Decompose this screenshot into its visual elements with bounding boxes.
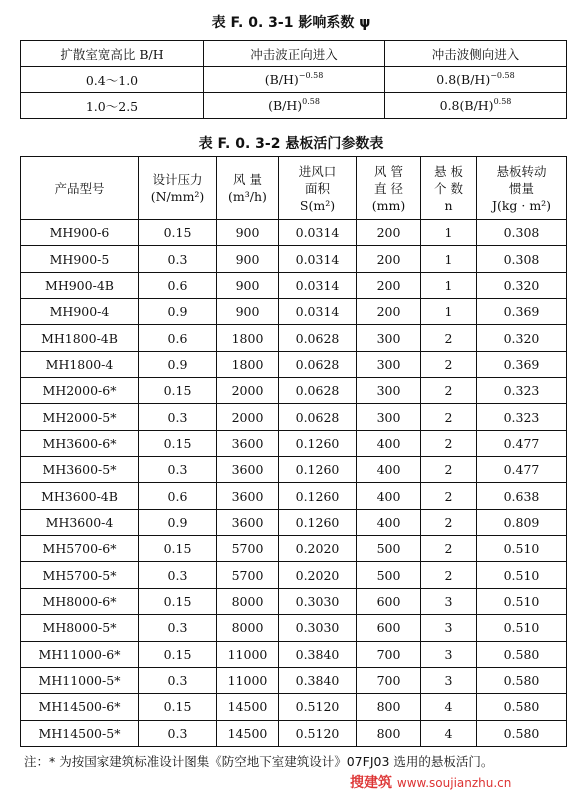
- table-row: [21, 220, 567, 246]
- duct-diameter-cell: 300: [357, 404, 421, 430]
- inertia-cell: 0.323: [477, 378, 567, 404]
- inertia-cell: 0.580: [477, 720, 567, 746]
- table-row: [21, 509, 567, 535]
- airflow-cell: 8000: [217, 588, 279, 614]
- airflow-cell: 900: [217, 246, 279, 272]
- inlet-area-cell: 0.3840: [279, 667, 357, 693]
- plate-count-cell: 2: [421, 351, 477, 377]
- table-row: [21, 404, 567, 430]
- plate-count-cell: 2: [421, 509, 477, 535]
- plate-count-cell: 2: [421, 325, 477, 351]
- table-row: [21, 667, 567, 693]
- model-cell: MH3600-4B: [21, 483, 139, 509]
- header-pressure: 设计压力 (N/mm²): [139, 157, 217, 220]
- plate-count-cell: 2: [421, 378, 477, 404]
- inertia-cell: 0.308: [477, 246, 567, 272]
- duct-diameter-cell: 600: [357, 588, 421, 614]
- duct-diameter-cell: 400: [357, 457, 421, 483]
- pressure-cell: 0.15: [139, 378, 217, 404]
- side-formula-cell: $0.8(B/H)^{-0.58}$: [385, 67, 567, 93]
- model-cell: MH8000-5*: [21, 615, 139, 641]
- airflow-cell: 3600: [217, 483, 279, 509]
- inlet-area-cell: 0.1260: [279, 430, 357, 456]
- pressure-cell: 0.15: [139, 588, 217, 614]
- inertia-cell: 0.580: [477, 641, 567, 667]
- duct-diameter-cell: 400: [357, 509, 421, 535]
- header-inlet-area: 进风口 面积 S(m²): [279, 157, 357, 220]
- duct-diameter-cell: 300: [357, 325, 421, 351]
- influence-coefficient-table: [20, 40, 567, 119]
- airflow-cell: 14500: [217, 694, 279, 720]
- airflow-cell: 3600: [217, 457, 279, 483]
- inlet-area-cell: 0.1260: [279, 509, 357, 535]
- inertia-cell: 0.369: [477, 299, 567, 325]
- pressure-cell: 0.3: [139, 615, 217, 641]
- duct-diameter-cell: 200: [357, 272, 421, 298]
- pressure-cell: 0.3: [139, 246, 217, 272]
- airflow-cell: 900: [217, 272, 279, 298]
- plate-count-cell: 1: [421, 220, 477, 246]
- inlet-area-cell: 0.0314: [279, 246, 357, 272]
- duct-diameter-cell: 300: [357, 378, 421, 404]
- pressure-cell: 0.3: [139, 457, 217, 483]
- table-row: [21, 246, 567, 272]
- pressure-cell: 0.3: [139, 720, 217, 746]
- duct-diameter-cell: 500: [357, 562, 421, 588]
- table1-row: [21, 67, 567, 93]
- duct-diameter-cell: 600: [357, 615, 421, 641]
- inlet-area-cell: 0.3030: [279, 588, 357, 614]
- airflow-cell: 900: [217, 220, 279, 246]
- table-row: [21, 562, 567, 588]
- inlet-area-cell: 0.3030: [279, 615, 357, 641]
- header-airflow: 风 量 (m³/h): [217, 157, 279, 220]
- model-cell: MH5700-6*: [21, 536, 139, 562]
- pressure-cell: 0.15: [139, 641, 217, 667]
- front-formula-cell: $(B/H)^{-0.58}$: [204, 67, 385, 93]
- table2-title: 表 F. 0. 3-2 悬板活门参数表: [198, 136, 384, 152]
- table-row: [21, 351, 567, 377]
- duct-diameter-cell: 800: [357, 720, 421, 746]
- header-front-entry: 冲击波正向进入: [204, 41, 385, 67]
- watermark: 搜建筑 www.soujianzhu.cn: [350, 775, 512, 791]
- table-row: [21, 588, 567, 614]
- inlet-area-cell: 0.0314: [279, 220, 357, 246]
- table-row: [21, 483, 567, 509]
- table-row: [21, 615, 567, 641]
- table-row: [21, 536, 567, 562]
- model-cell: MH14500-5*: [21, 720, 139, 746]
- plate-count-cell: 2: [421, 536, 477, 562]
- plate-count-cell: 2: [421, 430, 477, 456]
- model-cell: MH11000-5*: [21, 667, 139, 693]
- inertia-cell: 0.510: [477, 615, 567, 641]
- pressure-cell: 0.9: [139, 351, 217, 377]
- header-aspect-ratio: 扩散室宽高比 B/H: [21, 41, 204, 67]
- table-row: [21, 299, 567, 325]
- inertia-cell: 0.369: [477, 351, 567, 377]
- plate-count-cell: 2: [421, 562, 477, 588]
- airflow-cell: 3600: [217, 509, 279, 535]
- table2-header-row: [21, 157, 567, 220]
- plate-count-cell: 2: [421, 457, 477, 483]
- table-row: [21, 325, 567, 351]
- pressure-cell: 0.3: [139, 667, 217, 693]
- table-row: [21, 457, 567, 483]
- model-cell: MH1800-4: [21, 351, 139, 377]
- pressure-cell: 0.3: [139, 404, 217, 430]
- range-cell: 0.4～1.0: [21, 67, 204, 93]
- airflow-cell: 11000: [217, 641, 279, 667]
- model-cell: MH3600-4: [21, 509, 139, 535]
- plate-count-cell: 1: [421, 272, 477, 298]
- plate-count-cell: 2: [421, 404, 477, 430]
- inlet-area-cell: 0.5120: [279, 694, 357, 720]
- model-cell: MH900-5: [21, 246, 139, 272]
- plate-count-cell: 2: [421, 483, 477, 509]
- inertia-cell: 0.580: [477, 667, 567, 693]
- inertia-cell: 0.510: [477, 588, 567, 614]
- inlet-area-cell: 0.5120: [279, 720, 357, 746]
- table-note: 注：* 为按国家建筑标准设计图集《防空地下室建筑设计》07FJ03 选用的悬板活门。: [24, 754, 494, 769]
- duct-diameter-cell: 700: [357, 667, 421, 693]
- plate-count-cell: 1: [421, 246, 477, 272]
- inertia-cell: 0.323: [477, 404, 567, 430]
- airflow-cell: 11000: [217, 667, 279, 693]
- inertia-cell: 0.510: [477, 562, 567, 588]
- duct-diameter-cell: 400: [357, 483, 421, 509]
- inertia-cell: 0.580: [477, 694, 567, 720]
- table-row: [21, 720, 567, 746]
- pressure-cell: 0.6: [139, 272, 217, 298]
- header-model: 产品型号: [21, 157, 139, 220]
- table-row: [21, 272, 567, 298]
- model-cell: MH5700-5*: [21, 562, 139, 588]
- plate-count-cell: 3: [421, 588, 477, 614]
- header-inertia: 悬板转动 惯量 J(kg · m²): [477, 157, 567, 220]
- airflow-cell: 900: [217, 299, 279, 325]
- inlet-area-cell: 0.3840: [279, 641, 357, 667]
- inlet-area-cell: 0.0628: [279, 351, 357, 377]
- table-row: [21, 430, 567, 456]
- inlet-area-cell: 0.2020: [279, 562, 357, 588]
- table-row: [21, 694, 567, 720]
- pressure-cell: 0.6: [139, 325, 217, 351]
- pressure-cell: 0.15: [139, 694, 217, 720]
- model-cell: MH2000-5*: [21, 404, 139, 430]
- header-plate-count: 悬 板 个 数 n: [421, 157, 477, 220]
- duct-diameter-cell: 400: [357, 430, 421, 456]
- duct-diameter-cell: 500: [357, 536, 421, 562]
- airflow-cell: 1800: [217, 325, 279, 351]
- inertia-cell: 0.320: [477, 272, 567, 298]
- table-row: [21, 378, 567, 404]
- inlet-area-cell: 0.1260: [279, 457, 357, 483]
- inertia-cell: 0.308: [477, 220, 567, 246]
- pressure-cell: 0.6: [139, 483, 217, 509]
- table1-row: [21, 93, 567, 119]
- pressure-cell: 0.15: [139, 536, 217, 562]
- pressure-cell: 0.15: [139, 430, 217, 456]
- model-cell: MH900-6: [21, 220, 139, 246]
- plate-count-cell: 1: [421, 299, 477, 325]
- plate-count-cell: 3: [421, 615, 477, 641]
- inertia-cell: 0.320: [477, 325, 567, 351]
- inertia-cell: 0.638: [477, 483, 567, 509]
- table1-header-row: [21, 41, 567, 67]
- model-cell: MH1800-4B: [21, 325, 139, 351]
- inertia-cell: 0.809: [477, 509, 567, 535]
- airflow-cell: 5700: [217, 562, 279, 588]
- plate-count-cell: 3: [421, 641, 477, 667]
- airflow-cell: 8000: [217, 615, 279, 641]
- duct-diameter-cell: 200: [357, 220, 421, 246]
- model-cell: MH2000-6*: [21, 378, 139, 404]
- inertia-cell: 0.477: [477, 430, 567, 456]
- inlet-area-cell: 0.2020: [279, 536, 357, 562]
- model-cell: MH11000-6*: [21, 641, 139, 667]
- range-cell: 1.0～2.5: [21, 93, 204, 119]
- inertia-cell: 0.477: [477, 457, 567, 483]
- header-side-entry: 冲击波侧向进入: [385, 41, 567, 67]
- pressure-cell: 0.3: [139, 562, 217, 588]
- table-row: [21, 641, 567, 667]
- duct-diameter-cell: 200: [357, 246, 421, 272]
- table1-title: 表 F. 0. 3-1 影响系数 ψ: [211, 15, 371, 31]
- duct-diameter-cell: 200: [357, 299, 421, 325]
- airflow-cell: 3600: [217, 430, 279, 456]
- model-cell: MH900-4B: [21, 272, 139, 298]
- airflow-cell: 5700: [217, 536, 279, 562]
- plate-count-cell: 4: [421, 720, 477, 746]
- header-duct-diameter: 风 管 直 径 (mm): [357, 157, 421, 220]
- inlet-area-cell: 0.0314: [279, 272, 357, 298]
- front-formula-cell: $(B/H)^{0.58}$: [204, 93, 385, 119]
- duct-diameter-cell: 700: [357, 641, 421, 667]
- pressure-cell: 0.15: [139, 220, 217, 246]
- model-cell: MH3600-6*: [21, 430, 139, 456]
- airflow-cell: 2000: [217, 378, 279, 404]
- flap-valve-parameter-table: [20, 156, 567, 747]
- side-formula-cell: $0.8(B/H)^{0.58}$: [385, 93, 567, 119]
- plate-count-cell: 4: [421, 694, 477, 720]
- inlet-area-cell: 0.0314: [279, 299, 357, 325]
- model-cell: MH900-4: [21, 299, 139, 325]
- airflow-cell: 2000: [217, 404, 279, 430]
- inlet-area-cell: 0.1260: [279, 483, 357, 509]
- airflow-cell: 14500: [217, 720, 279, 746]
- model-cell: MH3600-5*: [21, 457, 139, 483]
- duct-diameter-cell: 800: [357, 694, 421, 720]
- model-cell: MH8000-6*: [21, 588, 139, 614]
- airflow-cell: 1800: [217, 351, 279, 377]
- pressure-cell: 0.9: [139, 299, 217, 325]
- duct-diameter-cell: 300: [357, 351, 421, 377]
- inlet-area-cell: 0.0628: [279, 404, 357, 430]
- inlet-area-cell: 0.0628: [279, 378, 357, 404]
- pressure-cell: 0.9: [139, 509, 217, 535]
- plate-count-cell: 3: [421, 667, 477, 693]
- model-cell: MH14500-6*: [21, 694, 139, 720]
- inlet-area-cell: 0.0628: [279, 325, 357, 351]
- inertia-cell: 0.510: [477, 536, 567, 562]
